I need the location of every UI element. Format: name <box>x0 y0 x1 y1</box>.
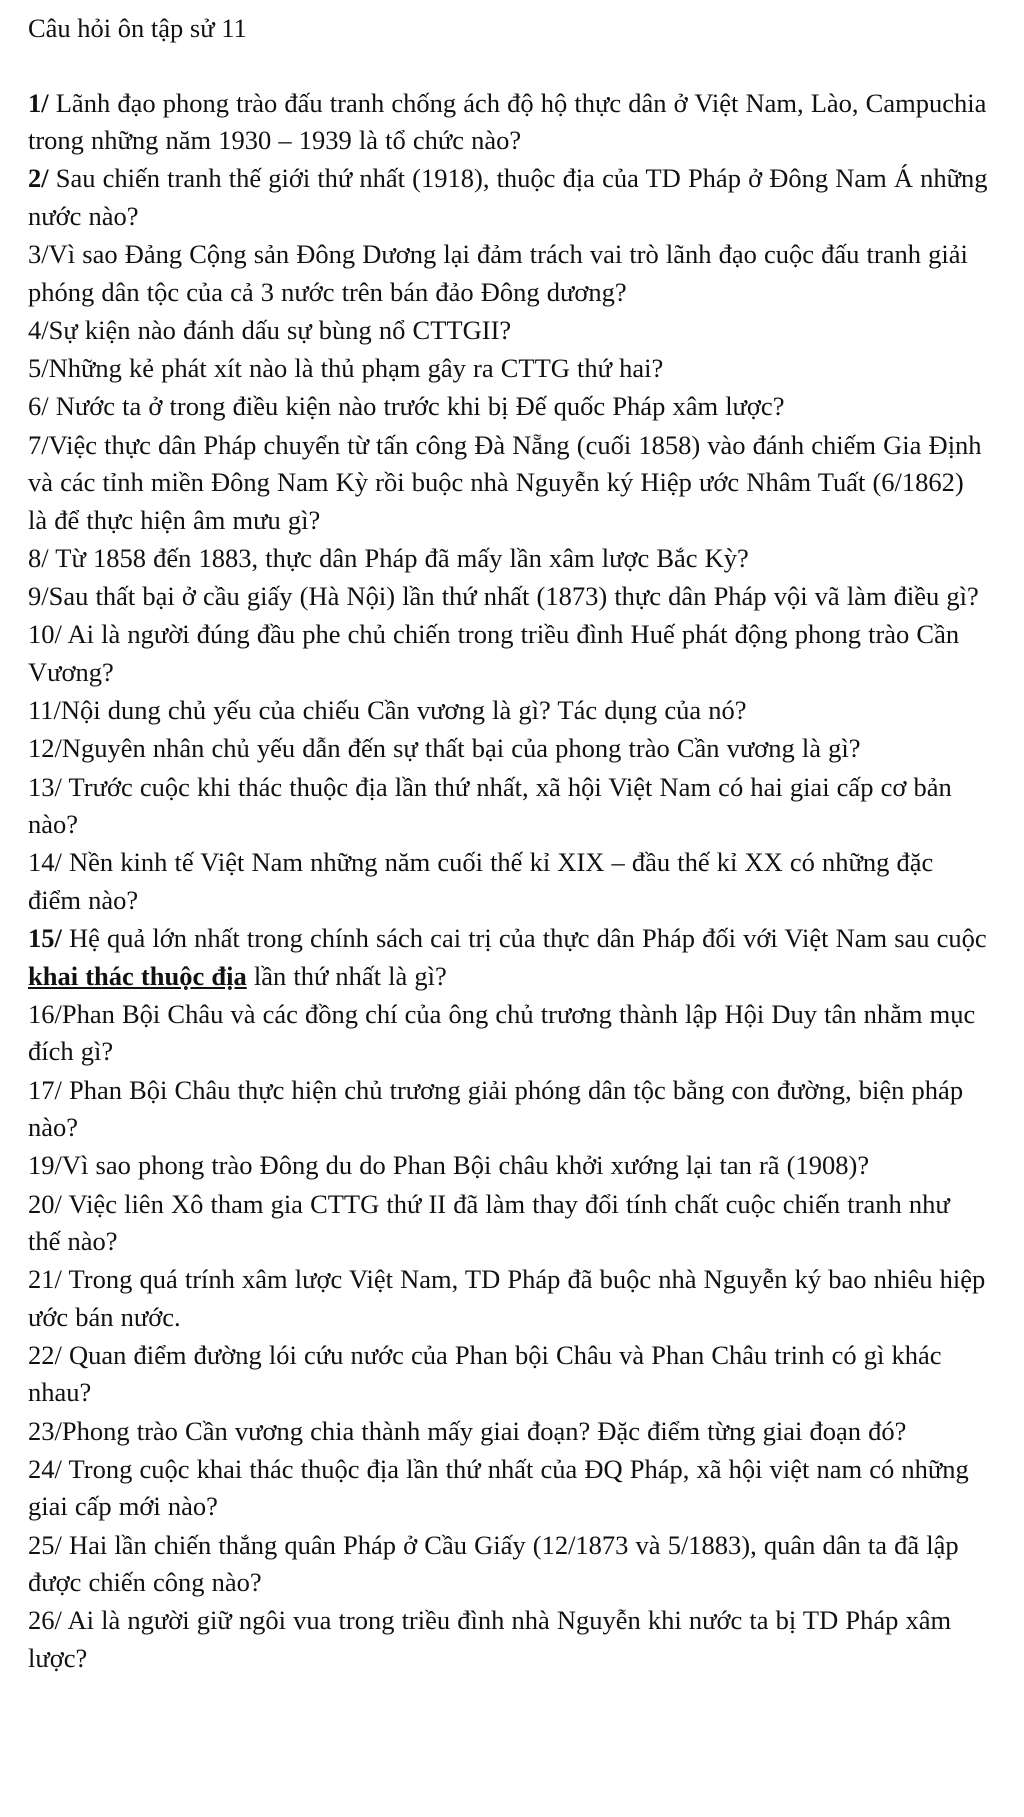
blank-line <box>28 47 988 84</box>
question-15 <box>28 920 988 995</box>
question-text: Nguyên nhân chủ yếu dẫn đến sự thất bại của phong trào Cần vương là gì? <box>61 733 861 764</box>
question-item <box>28 427 988 539</box>
question-text: Hai lần chiến thắng quân Pháp ở Cầu Giấy (12/1873 và 5/1883), quân dân ta đã lập được chiến công nào? <box>28 1529 959 1598</box>
question-item <box>28 996 988 1071</box>
question-item <box>28 1072 988 1147</box>
question-text: Vì sao phong trào Đông du do Phan Bội châu khởi xướng lại tan rã (1908)? <box>61 1150 870 1181</box>
question-item <box>28 1527 988 1602</box>
question-number: 25/ <box>28 1529 62 1560</box>
question-text: Quan điểm đường lói cứu nước của Phan bội Châu và Phan Châu trinh có gì khác nhau? <box>28 1340 942 1408</box>
question-list <box>28 85 988 920</box>
question-number: 2/ <box>28 163 49 194</box>
question-item <box>28 1147 988 1184</box>
question-number: 17/ <box>28 1074 62 1105</box>
question-text: Trước cuộc khi thác thuộc địa lần thứ nhất, xã hội Việt Nam có hai giai cấp cơ bản nào? <box>28 771 952 840</box>
question-text: Sau chiến tranh thế giới thứ nhất (1918), thuộc địa của TD Pháp ở Đông Nam Á những nước nào? <box>28 163 988 231</box>
question-number: 15/ <box>28 923 62 954</box>
question-item <box>28 1602 988 1677</box>
question-item <box>28 350 988 387</box>
question-item <box>28 85 988 160</box>
question-text: Vì sao Đảng Cộng sản Đông Dương lại đảm trách vai trò lãnh đạo cuộc đấu tranh giải phóng dân tộc của cả 3 nước trên bán đảo Đông dương? <box>28 239 968 307</box>
question-number: 19/ <box>28 1150 62 1181</box>
question-item <box>28 540 988 577</box>
question-item <box>28 730 988 767</box>
document-title: Câu hỏi ôn tập sử 11 <box>28 13 247 43</box>
question-emphasis: khai thác thuộc địa <box>28 960 247 991</box>
question-number: 6/ <box>28 391 49 422</box>
question-number: 1/ <box>28 87 49 118</box>
question-list <box>28 996 988 1677</box>
question-number: 22/ <box>28 1340 62 1370</box>
question-text: Việc thực dân Pháp chuyển từ tấn công Đà Nẵng (cuối 1858) vào đánh chiếm Gia Định và các tỉnh miền Đông Nam Kỳ rồi buộc nhà Nguyễn ký Hiệp ước Nhâm Tuất (6/1862) là để thực hiện âm mưu gì? <box>28 429 982 535</box>
question-number: 20/ <box>28 1188 62 1219</box>
question-text: Phong trào Cần vương chia thành mấy giai đoạn? Đặc điểm từng giai đoạn đó? <box>61 1415 907 1446</box>
question-number: 12/ <box>28 733 62 764</box>
question-number: 13/ <box>28 771 62 802</box>
question-number: 5/ <box>28 353 49 384</box>
question-item <box>28 236 988 311</box>
question-item <box>28 844 988 919</box>
question-item <box>28 1186 988 1261</box>
question-item <box>28 1337 988 1412</box>
question-text: Lãnh đạo phong trào đấu tranh chống ách độ hộ thực dân ở Việt Nam, Lào, Campuchia trong những năm 1930 – 1939 là tổ chức nào? <box>28 87 987 156</box>
question-number: 10/ <box>28 619 62 650</box>
question-text: Nước ta ở trong điều kiện nào trước khi bị Đế quốc Pháp xâm lược? <box>48 391 785 422</box>
question-number: 23/ <box>28 1415 62 1446</box>
question-item <box>28 616 988 691</box>
question-text: Những kẻ phát xít nào là thủ phạm gây ra CTTG thứ hai? <box>48 353 664 384</box>
question-text: Nền kinh tế Việt Nam những năm cuối thế kỉ XIX – đầu thế kỉ XX có những đặc điểm nào? <box>28 847 934 915</box>
question-number: 9/ <box>28 581 49 612</box>
question-number: 7/ <box>28 429 49 460</box>
question-text: Trong cuộc khai thác thuộc địa lần thứ nhất của ĐQ Pháp, xã hội việt nam có những giai cấp mới nào? <box>28 1454 969 1522</box>
question-item <box>28 1451 988 1526</box>
question-number: 4/ <box>28 314 49 345</box>
question-number: 3/ <box>28 239 49 270</box>
question-text: Sau thất bại ở cầu giấy (Hà Nội) lần thứ nhất (1873) thực dân Pháp vội vã làm điều gì? <box>48 581 979 612</box>
question-number: 16/ <box>28 998 62 1029</box>
document-page <box>28 10 988 1678</box>
question-item <box>28 388 988 425</box>
question-item <box>28 769 988 844</box>
question-item <box>28 1413 988 1450</box>
question-text: Phan Bội Châu và các đồng chí của ông chủ trương thành lập Hội Duy tân nhằm mục đích gì? <box>28 998 976 1067</box>
question-text: Nội dung chủ yếu của chiếu Cần vương là gì? Tác dụng của nó? <box>60 695 747 726</box>
question-text: Ai là người giữ ngôi vua trong triều đình nhà Nguyễn khi nước ta bị TD Pháp xâm lược? <box>28 1605 952 1673</box>
question-item <box>28 312 988 349</box>
question-item <box>28 1261 988 1336</box>
question-number: 21/ <box>28 1264 62 1295</box>
question-number: 24/ <box>28 1454 62 1484</box>
question-item <box>28 578 988 615</box>
question-number: 8/ <box>28 542 49 573</box>
question-text: Ai là người đúng đầu phe chủ chiến trong triều đình Huế phát động phong trào Cần Vương? <box>28 619 960 687</box>
question-text: Phan Bội Châu thực hiện chủ trương giải phóng dân tộc bằng con đường, biện pháp nào? <box>28 1074 964 1142</box>
question-number: 14/ <box>28 847 62 878</box>
question-number: 11/ <box>28 695 61 726</box>
question-text: Từ 1858 đến 1883, thực dân Pháp đã mấy lần xâm lược Bắc Kỳ? <box>48 542 749 573</box>
question-text: Việc liên Xô tham gia CTTG thứ II đã làm thay đổi tính chất cuộc chiến tranh như thế nào? <box>28 1188 950 1256</box>
question-text: Trong quá trính xâm lược Việt Nam, TD Pháp đã buộc nhà Nguyễn ký bao nhiêu hiệp ước bán nước. <box>28 1264 986 1332</box>
question-number: 26/ <box>28 1605 62 1636</box>
question-text-after: lần thứ nhất là gì? <box>246 960 447 991</box>
question-item <box>28 692 988 729</box>
question-text-before: Hệ quả lớn nhất trong chính sách cai trị của thực dân Pháp đối với Việt Nam sau cuộc <box>61 923 987 954</box>
question-item <box>28 160 988 235</box>
question-text: Sự kiện nào đánh dấu sự bùng nổ CTTGII? <box>48 314 512 345</box>
